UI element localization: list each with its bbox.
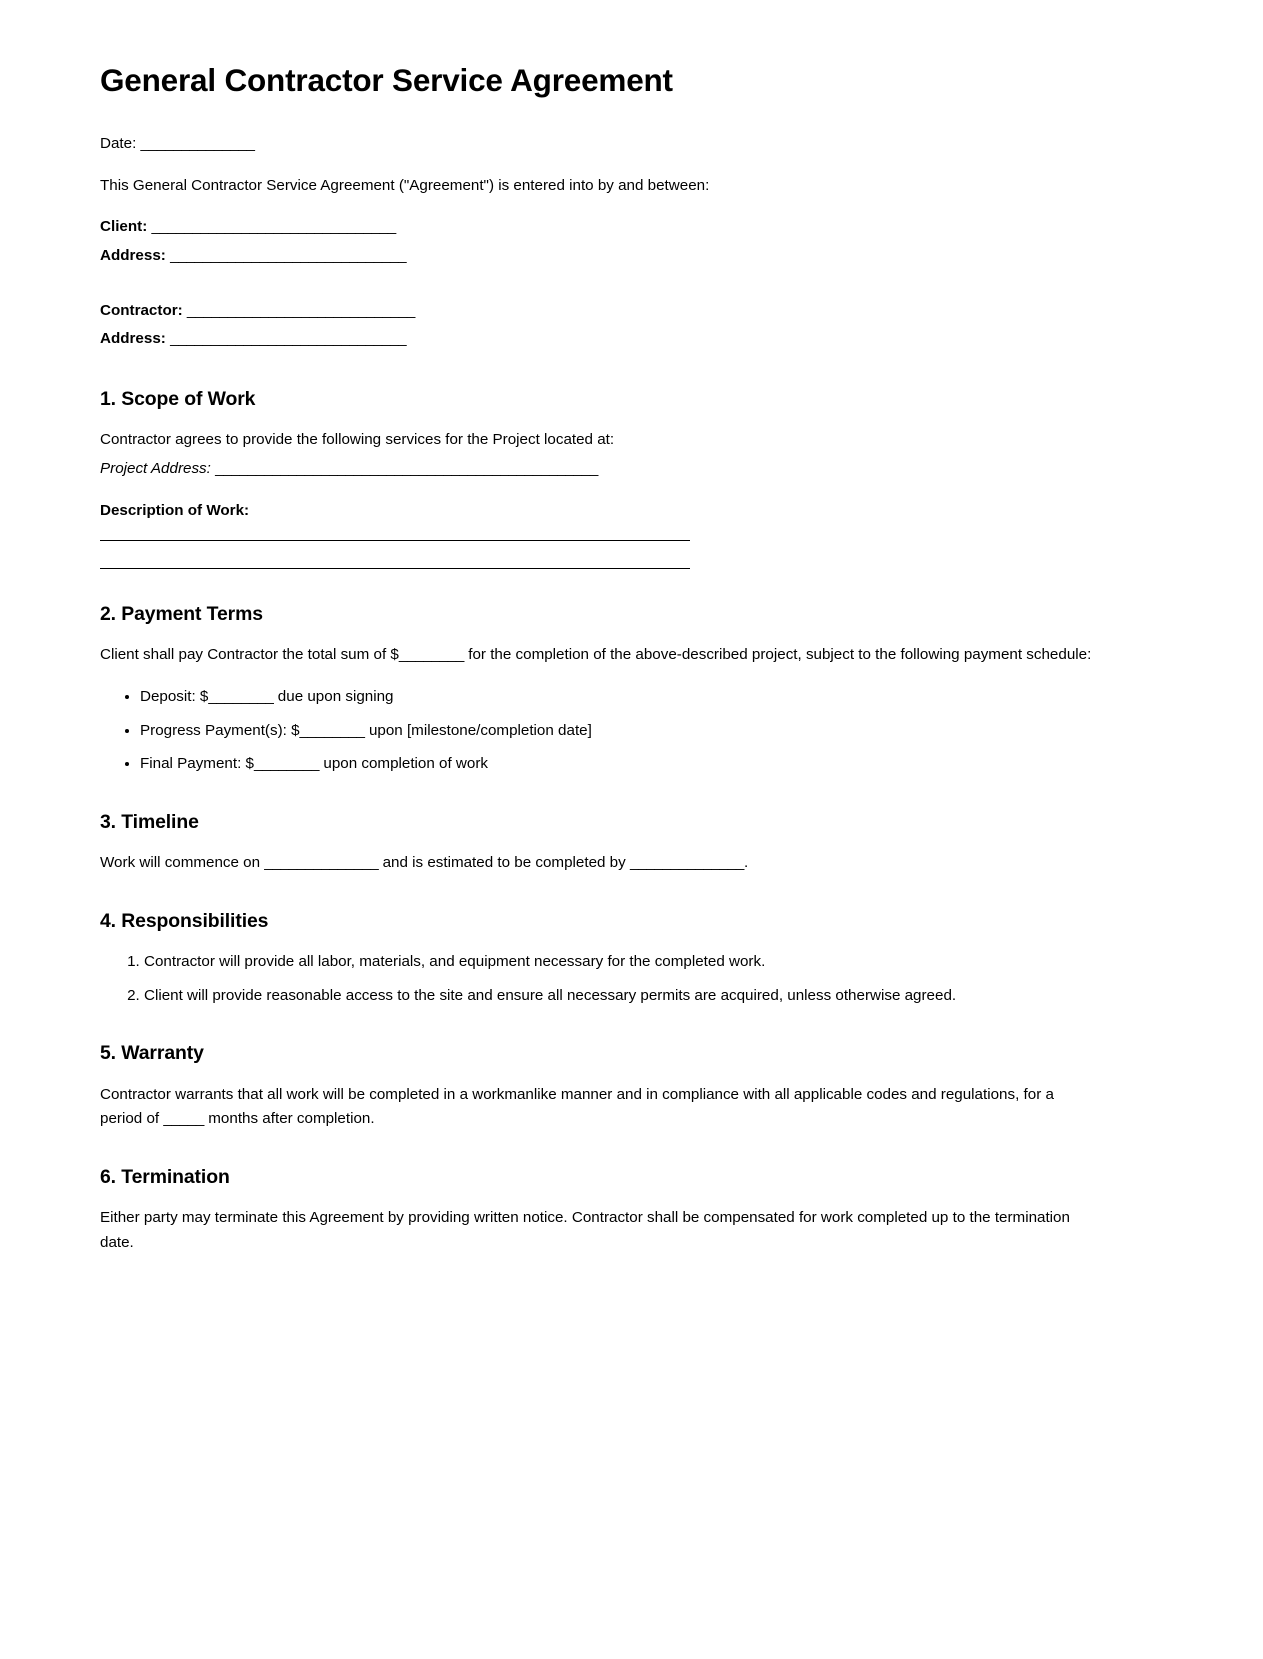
- deposit-blank[interactable]: ________: [208, 688, 274, 706]
- project-address-label: Project Address:: [100, 459, 211, 477]
- client-label: Client:: [100, 218, 148, 236]
- timeline-before: Work will commence on: [100, 854, 265, 872]
- final-payment-after: upon completion of work: [319, 755, 488, 773]
- termination-paragraph: Either party may terminate this Agreement by providing written notice. Contractor shall be compensated for work completed up to the termination date.: [100, 1209, 1070, 1251]
- list-item: 2. Client will provide reasonable access to the site and ensure all necessary permits are acquired, unless otherwise agreed.: [144, 984, 1163, 1009]
- description-rule-1[interactable]: [100, 540, 690, 541]
- timeline-start-blank[interactable]: ______________: [264, 854, 379, 872]
- list-item: 1. Contractor will provide all labor, materials, and equipment necessary for the completed work.: [144, 950, 1163, 975]
- list-item: [140, 685, 1163, 710]
- progress-payment-blank[interactable]: ________: [299, 721, 365, 739]
- list-item: [140, 719, 1163, 744]
- description-of-work-label: Description of Work:: [100, 501, 250, 519]
- description-of-work-lines: [100, 540, 1163, 569]
- section-heading-responsibilities: 4. Responsibilities: [100, 909, 269, 932]
- payment-intro-after: for the completion of the above-described project, subject to the following payment schedule:: [464, 646, 1092, 664]
- final-payment-before: Final Payment: $: [140, 755, 254, 773]
- section-heading-scope-of-work: 1. Scope of Work: [100, 387, 256, 410]
- warranty-before: Contractor warrants that all work will be completed in a workmanlike manner and in compliance with all applicable codes and regulations, for a period of: [100, 1085, 1054, 1128]
- deposit-after: due upon signing: [273, 688, 394, 706]
- timeline-end-blank[interactable]: ______________: [629, 854, 745, 872]
- client-line: [100, 215, 1163, 240]
- timeline-after: .: [744, 854, 749, 872]
- date-line: [100, 132, 1163, 157]
- progress-payment-before: Progress Payment(s): $: [140, 721, 300, 739]
- contractor-address-blank[interactable]: _____________________________: [170, 330, 407, 348]
- responsibilities-list: [100, 950, 1163, 1008]
- section-heading-warranty: 5. Warranty: [100, 1042, 204, 1065]
- client-address-blank[interactable]: _____________________________: [170, 247, 407, 265]
- list-item: [140, 752, 1163, 777]
- client-blank[interactable]: ______________________________: [151, 218, 396, 236]
- description-rule-2[interactable]: [100, 568, 690, 569]
- date-blank[interactable]: ______________: [140, 135, 255, 153]
- payment-total-blank[interactable]: ________: [398, 646, 465, 664]
- project-address-blank[interactable]: _______________________________________________: [215, 459, 598, 477]
- payment-intro-before: Client shall pay Contractor the total sum of $: [100, 646, 399, 664]
- contractor-blank[interactable]: ____________________________: [186, 301, 416, 319]
- contractor-line: [100, 299, 1163, 324]
- timeline-sentence: [100, 851, 1163, 876]
- contractor-address-label: Address:: [100, 330, 166, 348]
- warranty-paragraph: [100, 1083, 1100, 1132]
- intro-paragraph: This General Contractor Service Agreement ("Agreement") is entered into by and between:: [100, 176, 710, 194]
- warranty-after: months after completion.: [204, 1110, 375, 1128]
- section-heading-timeline: 3. Timeline: [100, 810, 199, 833]
- project-address-line: [100, 457, 1163, 482]
- progress-payment-after: upon [milestone/completion date]: [364, 721, 592, 739]
- page-title: General Contractor Service Agreement: [100, 62, 673, 98]
- scope-intro: Contractor agrees to provide the following services for the Project located at:: [100, 431, 615, 449]
- payment-schedule-list: [100, 685, 1163, 777]
- client-address-line: [100, 244, 1163, 269]
- timeline-middle: and is estimated to be completed by: [378, 854, 630, 872]
- client-address-label: Address:: [100, 247, 166, 265]
- parties-spacer: [100, 273, 1163, 299]
- date-label: Date:: [100, 135, 137, 153]
- deposit-before: Deposit: $: [140, 688, 209, 706]
- contractor-address-line: [100, 327, 1163, 352]
- payment-intro: [100, 643, 1100, 668]
- contractor-label: Contractor:: [100, 301, 183, 319]
- section-heading-termination: 6. Termination: [100, 1165, 230, 1188]
- warranty-months-blank[interactable]: _____: [163, 1110, 205, 1128]
- final-payment-blank[interactable]: ________: [253, 755, 320, 773]
- section-heading-payment-terms: 2. Payment Terms: [100, 603, 263, 626]
